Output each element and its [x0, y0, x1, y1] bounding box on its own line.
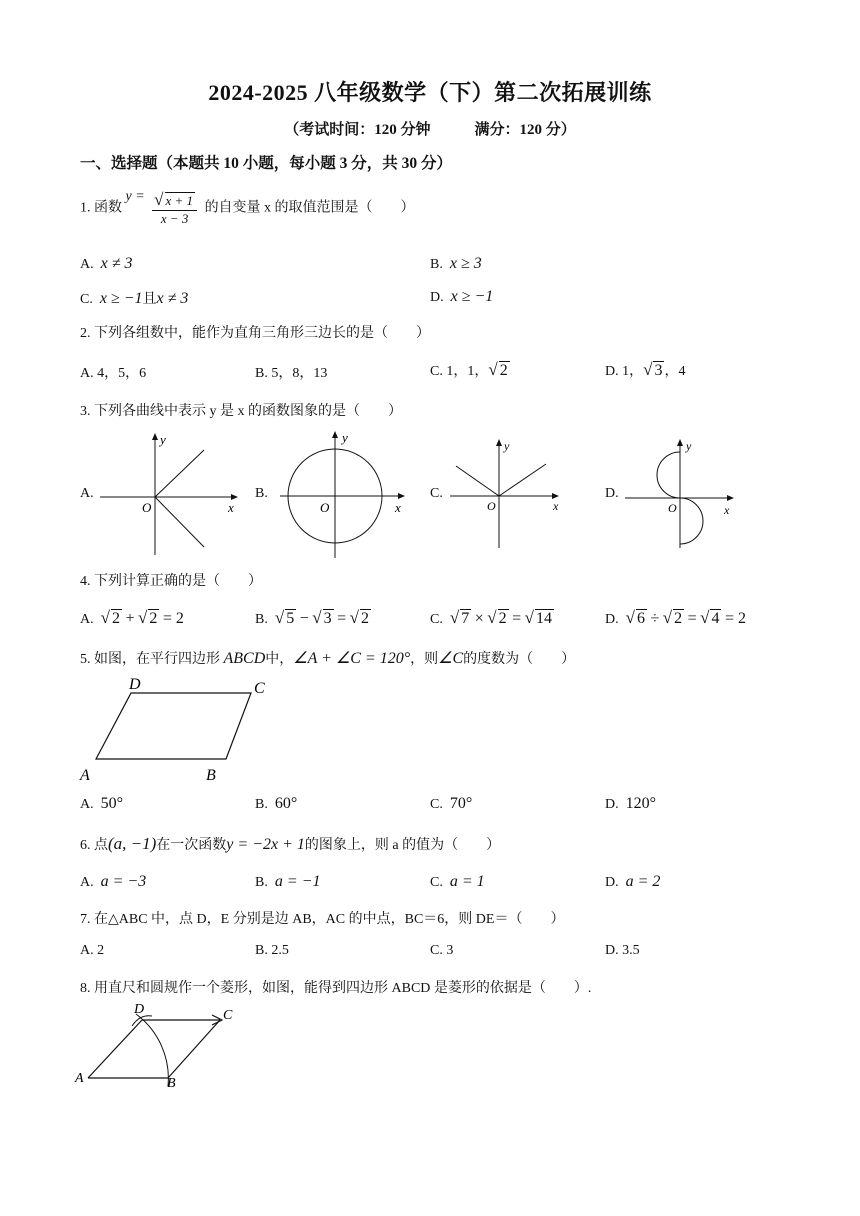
q3-graph-d[interactable]: [625, 436, 740, 550]
q4-option-a[interactable]: A. √ 2 + √ 2 = 2: [80, 608, 184, 627]
question-1-stem: [80, 190, 415, 227]
q5-option-c[interactable]: C. 70°: [430, 795, 473, 812]
q5-option-b[interactable]: B. 60°: [255, 795, 298, 812]
q3b-x-label: x: [395, 500, 401, 515]
q3b-origin: O: [320, 500, 330, 515]
q3d-x-label: x: [724, 503, 730, 517]
q2-option-b[interactable]: B. 5，8，13: [255, 366, 328, 381]
q1-option-d[interactable]: D. x ≥ −1: [430, 288, 494, 305]
q2-option-a[interactable]: A. 4，5，6: [80, 366, 147, 381]
exam-info: [0, 118, 860, 139]
q8-vertex-a: A: [75, 1071, 84, 1086]
q7-option-b[interactable]: B. 2.5: [255, 943, 289, 958]
question-8-stem: 8. 用直尺和圆规作一个菱形，如图，能得到四边形 ABCD 是菱形的依据是（ ）.: [80, 981, 592, 996]
q1-fraction: $\frac{√ x + 1}{x - 3}$: [152, 190, 197, 227]
q6-option-d[interactable]: D. a = 2: [605, 873, 661, 890]
section-heading: 一、选择题（本题共 10 小题，每小题 3 分，共 30 分）: [80, 155, 453, 172]
page-title: 2024-2025 八年级数学（下）第二次拓展训练: [208, 80, 652, 105]
q1-option-c[interactable]: C. x ≥ −1且x ≠ 3: [80, 290, 189, 307]
q4-option-c[interactable]: C. √ 7 × √ 2 = √ 14: [430, 608, 552, 627]
q5-option-d[interactable]: D. 120°: [605, 795, 657, 812]
q3c-origin: O: [487, 499, 496, 513]
q8-vertex-c: C: [223, 1008, 233, 1023]
question-6-stem: 6. 点(a, −1)在一次函数y = −2x + 1的图象上，则 a 的值为（ ）: [80, 834, 501, 853]
q3d-origin: O: [668, 501, 677, 515]
q4-option-b[interactable]: B. √ 5 − √ 3 = √ 2: [255, 608, 369, 627]
exam-score: 满分：120 分）: [474, 122, 576, 138]
q7-option-d[interactable]: D. 3.5: [605, 943, 640, 958]
q1-prefix: 1. 函数: [80, 200, 122, 216]
q6-option-a[interactable]: A. a = −3: [80, 873, 147, 890]
question-2-stem: 2. 下列各组数中，能作为直角三角形三边长的是（ ）: [80, 326, 430, 341]
q3-graph-a[interactable]: [98, 430, 243, 560]
question-3-stem: 3. 下列各曲线中表示 y 是 x 的函数图象的是（ ）: [80, 404, 402, 419]
q5-vertex-d: D: [129, 676, 141, 693]
q3d-y-label: y: [686, 439, 692, 453]
q5-vertex-c: C: [254, 680, 265, 697]
q3b-y-label: y: [342, 430, 348, 445]
q3-option-d-label[interactable]: D.: [605, 486, 619, 501]
q4-option-d[interactable]: D. √ 6 ÷ √ 2 = √ 4 = 2: [605, 608, 746, 627]
q8-rhombus-construction-figure: [74, 1002, 244, 1094]
q5-vertex-b: B: [206, 767, 216, 784]
question-5-stem: 5. 如图，在平行四边形 ABCD中，∠A + ∠C = 120°，则∠C的度数为（ ）: [80, 650, 576, 667]
q5-parallelogram-figure: [76, 674, 276, 786]
q1-denominator: x − 3: [160, 211, 189, 226]
q3a-x-label: x: [228, 500, 234, 515]
q7-option-a[interactable]: A. 2: [80, 943, 105, 958]
q2-option-c[interactable]: C. 1，1，√ 2: [430, 360, 508, 379]
q1-option-b[interactable]: B. x ≥ 3: [430, 255, 482, 272]
q6-option-c[interactable]: C. a = 1: [430, 873, 485, 890]
q1-suffix: 的自变量 x 的取值范围是（ ）: [204, 200, 415, 216]
q8-vertex-b: B: [167, 1076, 176, 1091]
q7-option-c[interactable]: C. 3: [430, 943, 454, 958]
q5-option-a[interactable]: A. 50°: [80, 795, 124, 812]
q5-vertex-a: A: [80, 767, 90, 784]
q1-option-a[interactable]: A. x ≠ 3: [80, 255, 133, 272]
q3-graph-b[interactable]: [280, 428, 410, 560]
q1-y-eq: y =: [125, 188, 145, 204]
q3-graph-c[interactable]: [450, 436, 565, 550]
question-4-stem: 4. 下列计算正确的是（ ）: [80, 574, 262, 589]
question-7-stem: 7. 在△ABC 中，点 D，E 分别是边 AB，AC 的中点，BC＝6，则 DE＝（ ）: [80, 912, 565, 927]
q3-option-b-label[interactable]: B.: [255, 486, 268, 501]
q3c-x-label: x: [553, 499, 559, 513]
q8-vertex-d: D: [134, 1002, 145, 1017]
exam-time: （考试时间：120 分钟: [284, 122, 431, 138]
q3c-y-label: y: [504, 439, 510, 453]
q6-option-b[interactable]: B. a = −1: [255, 873, 321, 890]
q3a-y-label: y: [160, 432, 166, 447]
q3a-origin: O: [142, 500, 152, 515]
q1-numerator: x + 1: [165, 193, 194, 208]
q3-option-a-label[interactable]: A.: [80, 486, 94, 501]
q3-option-c-label[interactable]: C.: [430, 486, 443, 501]
q2-option-d[interactable]: D. 1，√ 3 ，4: [605, 360, 686, 379]
